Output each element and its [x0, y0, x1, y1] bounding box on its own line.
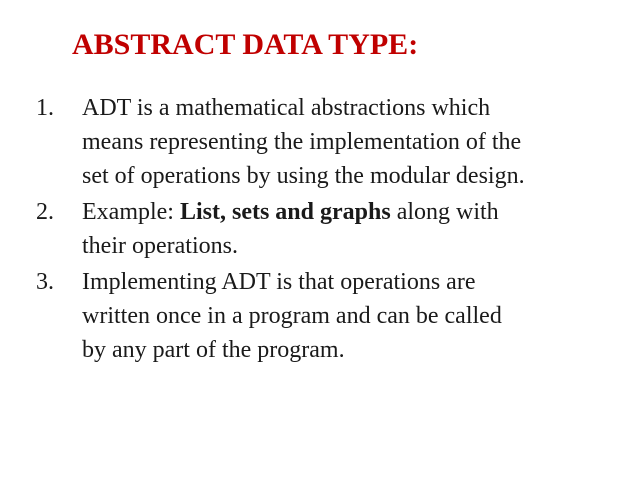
list-item-line: means representing the implementation of the	[82, 129, 522, 155]
slide-title: ABSTRACT DATA TYPE:	[72, 28, 419, 61]
example-suffix: along with	[390, 199, 499, 225]
numbered-list	[36, 91, 626, 369]
list-item-line: their operations.	[82, 233, 238, 259]
list-item	[36, 195, 626, 263]
list-item-line: set of operations by using the modular design.	[82, 163, 525, 189]
list-item-line: written once in a program and can be called	[82, 303, 502, 329]
list-item	[36, 91, 626, 193]
list-item-line	[82, 195, 626, 229]
list-item-line: Implementing ADT is that operations are	[82, 269, 476, 295]
list-item	[36, 265, 626, 367]
list-item-number: 1.	[36, 95, 54, 121]
list-item-number: 2.	[36, 199, 54, 225]
list-item-line: ADT is a mathematical abstractions which	[82, 95, 491, 121]
list-item-number: 3.	[36, 269, 54, 295]
list-item-line: by any part of the program.	[82, 337, 345, 363]
example-prefix: Example:	[82, 199, 180, 225]
example-bold-text: List, sets and graphs	[179, 199, 391, 225]
